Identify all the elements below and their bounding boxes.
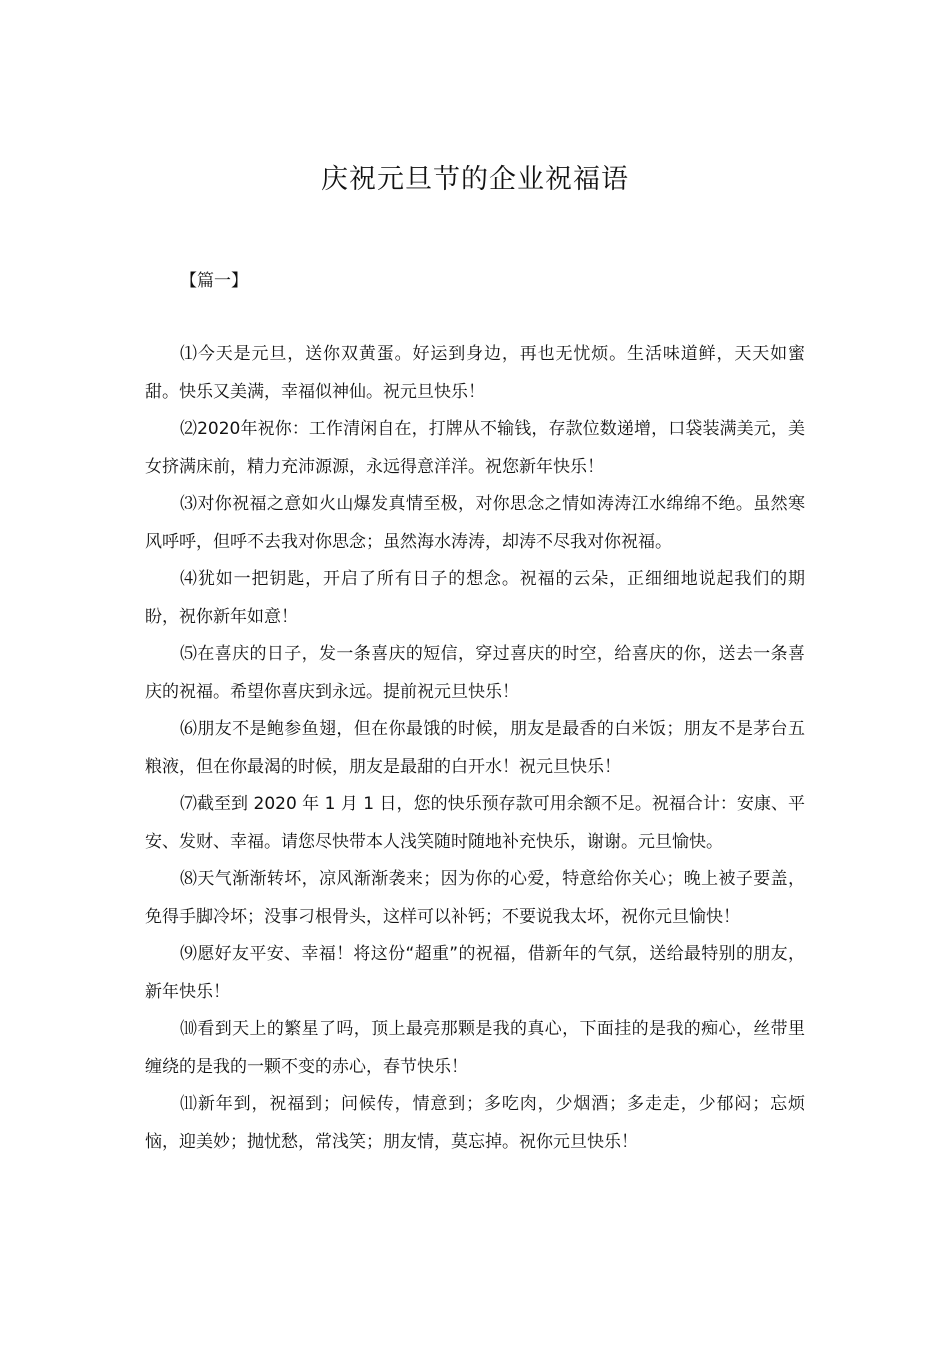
greeting-paragraph-1: ⑴今天是元旦，送你双黄蛋。好运到身边，再也无忧烦。生活味道鲜，天天如蜜甜。快乐又美满，幸福似神仙。祝元旦快乐！ bbox=[145, 344, 805, 402]
greeting-paragraph-6: ⑹朋友不是鲍参鱼翅，但在你最饿的时候，朋友是最香的白米饭；朋友不是茅台五粮液，但在你最渴的时候，朋友是最甜的白开水！祝元旦快乐！ bbox=[145, 719, 805, 777]
document-title: 庆祝元旦节的企业祝福语 bbox=[321, 164, 629, 195]
greeting-paragraph-4: ⑷犹如一把钥匙，开启了所有日子的想念。祝福的云朵，正细细地说起我们的期盼，祝你新年如意！ bbox=[145, 569, 805, 627]
document-body bbox=[145, 336, 805, 1161]
greeting-paragraph-2: ⑵2020年祝你：工作清闲自在，打牌从不输钱，存款位数递增，口袋装满美元，美女挤满床前，精力充沛源源，永远得意洋洋。祝您新年快乐！ bbox=[145, 419, 805, 477]
greeting-paragraph-11: ⑾新年到，祝福到；问候传，情意到；多吃肉，少烟酒；多走走，少郁闷；忘烦恼，迎美妙；抛忧愁，常浅笑；朋友情，莫忘掉。祝你元旦快乐！ bbox=[145, 1094, 805, 1152]
greeting-paragraph-5: ⑸在喜庆的日子，发一条喜庆的短信，穿过喜庆的时空，给喜庆的你，送去一条喜庆的祝福。希望你喜庆到永远。提前祝元旦快乐！ bbox=[145, 644, 805, 702]
section-label: 【篇一】 bbox=[180, 271, 248, 291]
greeting-paragraph-8: ⑻天气渐渐转坏，凉风渐渐袭来；因为你的心爱，特意给你关心；晚上被子要盖，免得手脚冷坏；没事刁根骨头，这样可以补钙；不要说我太坏，祝你元旦愉快！ bbox=[145, 869, 805, 927]
greeting-paragraph-10: ⑽看到天上的繁星了吗，顶上最亮那颗是我的真心，下面挂的是我的痴心，丝带里缠绕的是我的一颗不变的赤心，春节快乐！ bbox=[145, 1019, 805, 1077]
greeting-paragraph-3: ⑶对你祝福之意如火山爆发真情至极，对你思念之情如涛涛江水绵绵不绝。虽然寒风呼呼，但呼不去我对你思念；虽然海水涛涛，却涛不尽我对你祝福。 bbox=[145, 494, 805, 552]
greeting-paragraph-9: ⑼愿好友平安、幸福！将这份“超重”的祝福，借新年的气氛，送给最特别的朋友，新年快乐！ bbox=[145, 944, 805, 1002]
greeting-paragraph-7: ⑺截至到 2020 年 1 月 1 日，您的快乐预存款可用余额不足。祝福合计：安康、平安、发财、幸福。请您尽快带本人浅笑随时随地补充快乐，谢谢。元旦愉快。 bbox=[145, 794, 805, 852]
